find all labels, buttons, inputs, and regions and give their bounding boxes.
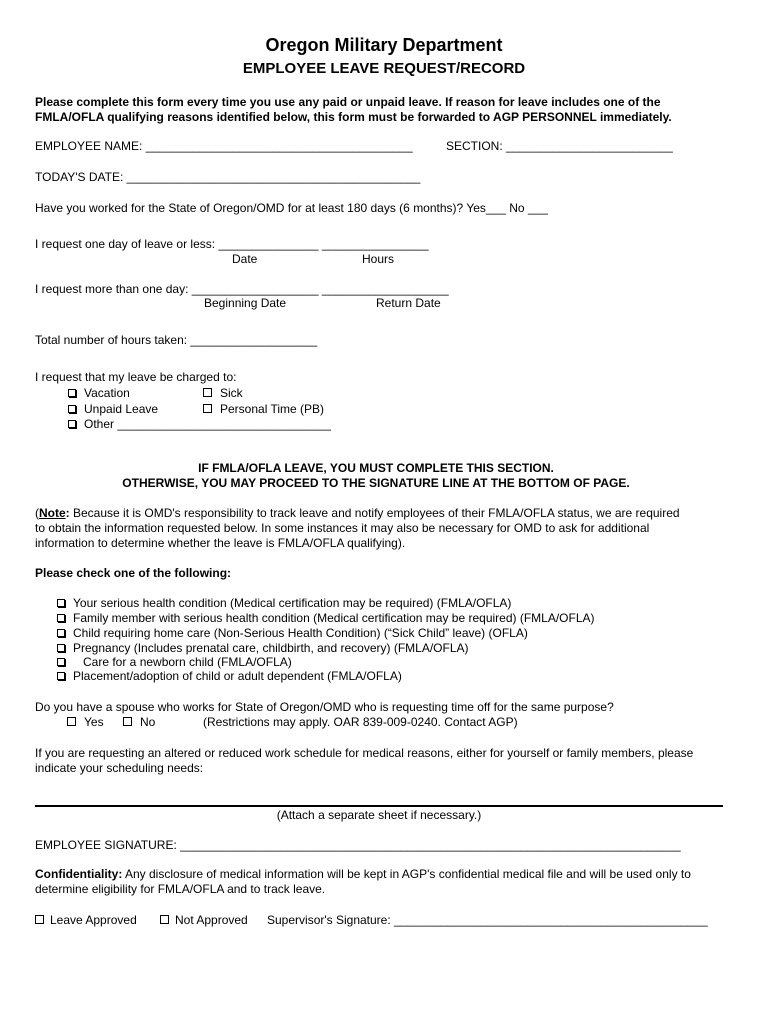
unpaid-leave-option[interactable]: [68, 402, 158, 417]
reason-label: Placement/adoption of child or adult dependent (FMLA/OFLA): [73, 669, 402, 683]
note-line-3: information to determine whether the leave is FMLA/OFLA qualifying).: [35, 536, 406, 550]
fmla-notice-line-2: OTHERWISE, YOU MAY PROCEED TO THE SIGNATURE LINE AT THE BOTTOM OF PAGE.: [122, 476, 630, 490]
confidentiality-text-1: Any disclosure of medical information will be kept in AGP's confidential medical file and will be used only to: [122, 867, 691, 881]
reason-option-2[interactable]: [57, 611, 595, 626]
checkbox-icon[interactable]: [35, 915, 44, 924]
spouse-no-option[interactable]: [123, 715, 155, 730]
intro-line-2: FMLA/OFLA qualifying reasons identified below, this form must be forwarded to AGP PERSONNEL immediately.: [35, 110, 672, 124]
return-date-label: Return Date: [376, 296, 441, 310]
more-day-leave-field[interactable]: I request more than one day: ___________________ ___________________: [35, 282, 449, 296]
worked-180-days-question[interactable]: Have you worked for the State of Oregon/OMD for at least 180 days (6 months)? Yes___ No ___: [35, 201, 548, 215]
note-text-1: Because it is OMD's responsibility to track leave and notify employees of their FMLA/OFLA status, we are required: [69, 506, 680, 520]
checkbox-icon[interactable]: [68, 405, 76, 413]
form-subtitle: EMPLOYEE LEAVE REQUEST/RECORD: [242, 60, 526, 77]
confidentiality-line-1: [35, 867, 691, 882]
supervisor-signature-field[interactable]: Supervisor's Signature: _______________________________________________: [267, 913, 708, 927]
check-one-label: Please check one of the following:: [35, 566, 232, 580]
reason-option-1[interactable]: [57, 596, 511, 611]
checkbox-icon[interactable]: [57, 614, 65, 622]
not-approved-option[interactable]: [160, 913, 248, 928]
schedule-needs-line[interactable]: [35, 805, 723, 807]
note-label: Note: [39, 506, 66, 520]
reason-label: Care for a newborn child (FMLA/OFLA): [83, 655, 292, 669]
total-hours-field[interactable]: Total number of hours taken: ___________________: [35, 333, 318, 347]
leave-approved-option[interactable]: [35, 913, 137, 928]
confidentiality-line-2: determine eligibility for FMLA/OFLA and to track leave.: [35, 882, 326, 896]
reason-label: Your serious health condition (Medical certification may be required) (FMLA/OFLA): [73, 596, 512, 610]
reason-option-6[interactable]: [57, 669, 402, 684]
reason-label: Pregnancy (Includes prenatal care, childbirth, and recovery) (FMLA/OFLA): [73, 641, 469, 655]
sick-label: Sick: [220, 386, 243, 400]
sick-option[interactable]: [203, 386, 243, 401]
leave-approved-label: Leave Approved: [50, 913, 137, 927]
checkbox-icon[interactable]: [67, 717, 76, 726]
personal-time-label: Personal Time (PB): [220, 402, 325, 416]
checkbox-icon[interactable]: [57, 629, 65, 637]
checkbox-icon[interactable]: [57, 644, 65, 652]
checkbox-icon[interactable]: [203, 404, 212, 413]
reason-option-4[interactable]: [57, 641, 469, 656]
spouse-question: Do you have a spouse who works for State of Oregon/OMD who is requesting time off for the same purpose?: [35, 700, 614, 714]
personal-time-option[interactable]: [203, 402, 324, 417]
checkbox-icon[interactable]: [203, 388, 212, 397]
checkbox-icon[interactable]: [68, 389, 76, 397]
one-day-hours-label: Hours: [362, 252, 395, 266]
form-title: Oregon Military Department: [265, 35, 503, 55]
checkbox-icon[interactable]: [160, 915, 169, 924]
not-approved-label: Not Approved: [175, 913, 248, 927]
attach-sheet-note: (Attach a separate sheet if necessary.): [276, 808, 482, 822]
section-field[interactable]: SECTION: _________________________: [446, 139, 673, 153]
one-day-date-label: Date: [232, 252, 258, 266]
other-option[interactable]: [68, 417, 331, 432]
fmla-notice-line-1: IF FMLA/OFLA LEAVE, YOU MUST COMPLETE THIS SECTION.: [198, 461, 554, 475]
checkbox-icon[interactable]: [68, 420, 76, 428]
spouse-no-label: No: [140, 715, 156, 729]
reason-option-3[interactable]: [57, 626, 528, 641]
reason-option-5[interactable]: [57, 655, 292, 670]
todays-date-field[interactable]: TODAY'S DATE: ____________________________________________: [35, 170, 421, 184]
note-line-1: [35, 506, 680, 521]
charged-to-label: I request that my leave be charged to:: [35, 370, 237, 384]
schedule-line-1: If you are requesting an altered or reduced work schedule for medical reasons, either for yourself or family members, please: [35, 746, 694, 760]
confidentiality-label: Confidentiality:: [35, 867, 123, 881]
checkbox-icon[interactable]: [57, 672, 65, 680]
unpaid-leave-label: Unpaid Leave: [84, 402, 159, 416]
checkbox-icon[interactable]: [57, 658, 65, 666]
vacation-option[interactable]: [68, 386, 130, 401]
checkbox-icon[interactable]: [57, 599, 65, 607]
reason-label: Child requiring home care (Non-Serious Health Condition) (“Sick Child” leave) (OFLA): [73, 626, 528, 640]
spouse-yes-option[interactable]: [67, 715, 104, 730]
note-colon: :: [65, 506, 70, 520]
note-open-paren: (: [35, 506, 39, 520]
beginning-date-label: Beginning Date: [204, 296, 287, 310]
reason-label: Family member with serious health condition (Medical certification may be required) (FMLA/OFLA): [73, 611, 595, 625]
spouse-restriction-text: (Restrictions may apply. OAR 839-009-0240. Contact AGP): [203, 715, 518, 729]
note-line-2: to obtain the information requested below. In some instances it may also be necessary for OMD to ask for additional: [35, 521, 650, 535]
employee-name-field[interactable]: EMPLOYEE NAME: ________________________________________: [35, 139, 413, 153]
intro-line-1: Please complete this form every time you use any paid or unpaid leave. If reason for leave includes one of the: [35, 95, 661, 109]
one-day-leave-field[interactable]: I request one day of leave or less: _______________ ________________: [35, 237, 429, 251]
vacation-label: Vacation: [84, 386, 130, 400]
other-label: Other ________________________________: [84, 417, 331, 431]
employee-signature-field[interactable]: EMPLOYEE SIGNATURE: ___________________________________________________________________________: [35, 838, 681, 852]
checkbox-icon[interactable]: [123, 717, 132, 726]
schedule-line-2: indicate your scheduling needs:: [35, 761, 204, 775]
spouse-yes-label: Yes: [84, 715, 104, 729]
